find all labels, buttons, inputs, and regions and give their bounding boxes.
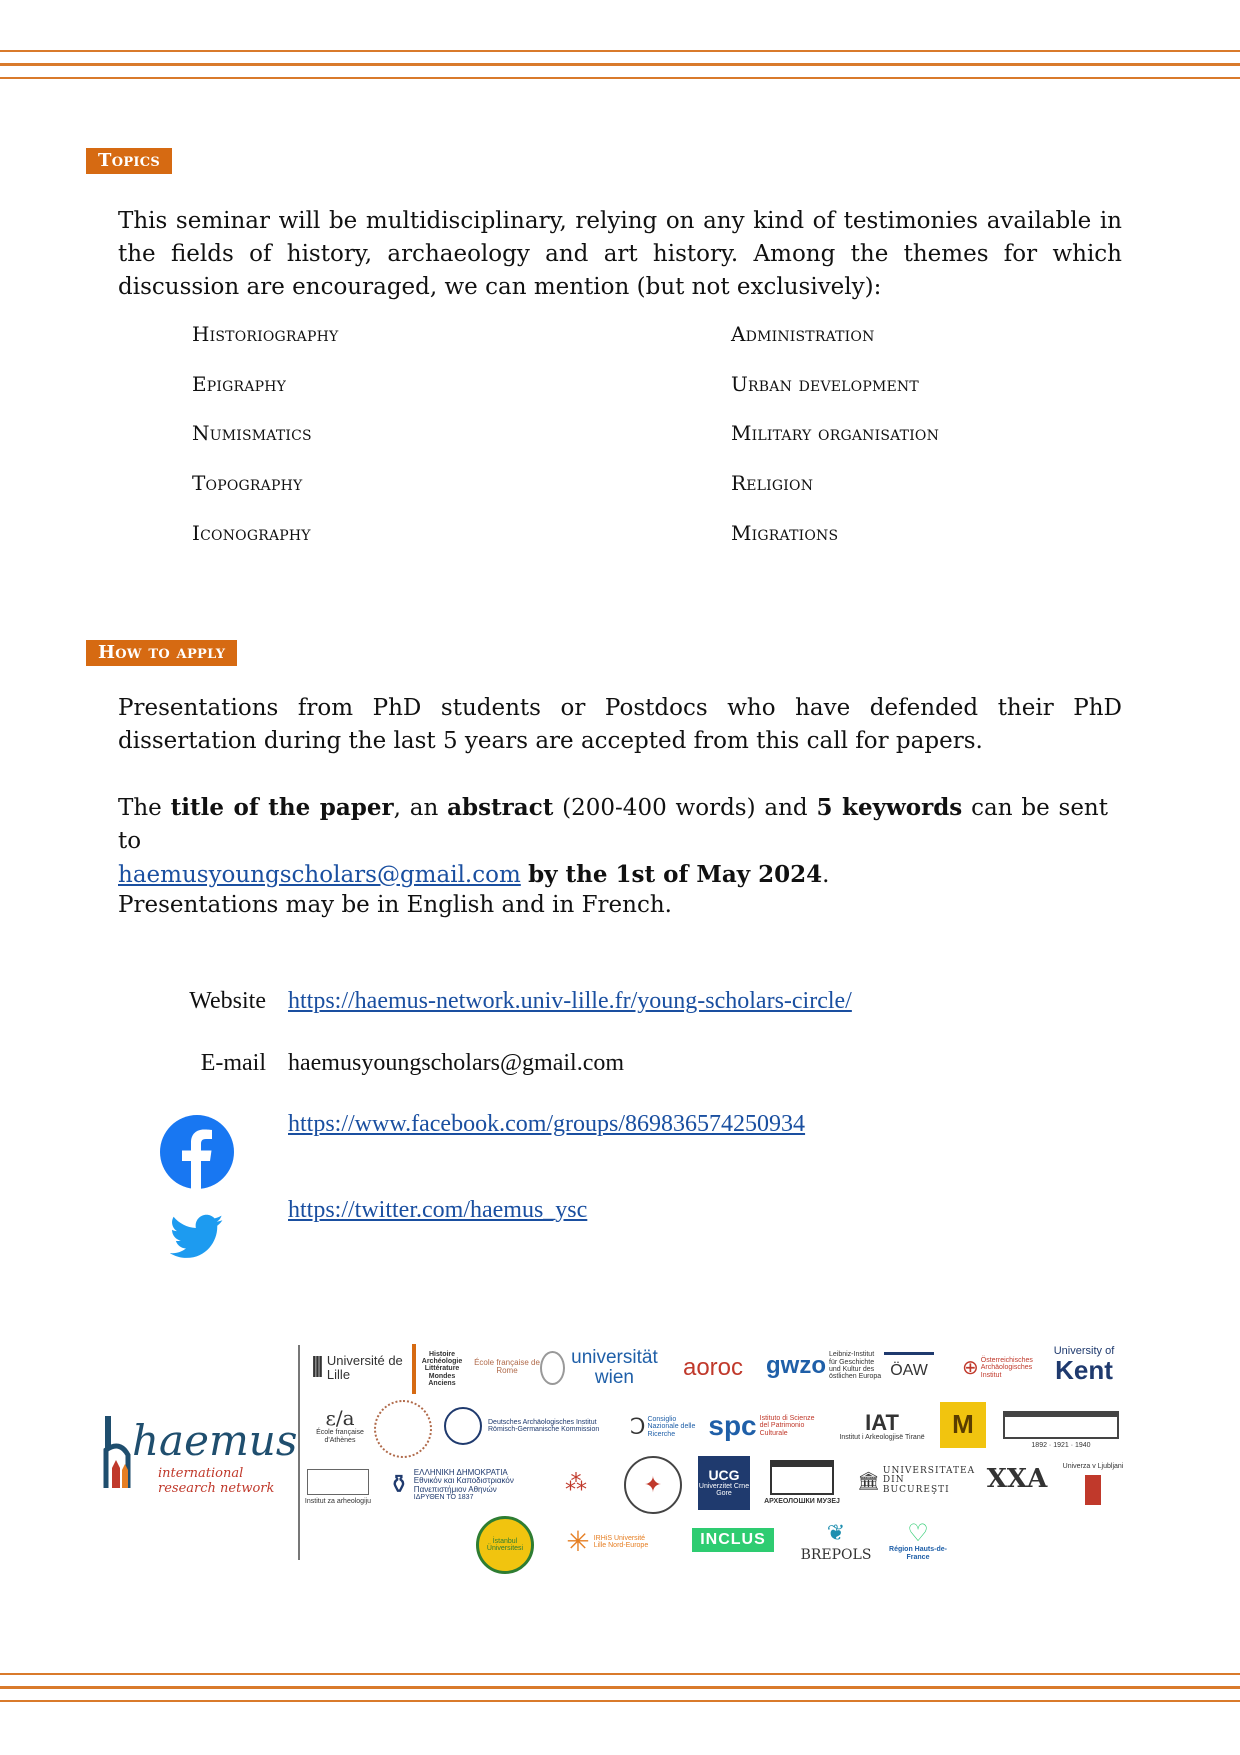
bottom-rule-2	[0, 1686, 1240, 1689]
facebook-link[interactable]: https://www.facebook.com/groups/869836574250934	[288, 1111, 806, 1137]
istanbul-logo: İstanbul Üniversitesi	[476, 1516, 534, 1574]
efa-logo: ε/a École française d'Athènes	[316, 1406, 364, 1444]
oai-logo: ⊕ Österreichisches Archäologisches Institut	[962, 1356, 1033, 1379]
axa-logo: ΧΧΑ	[986, 1464, 1048, 1495]
how-to-apply-heading: How to apply	[86, 640, 237, 666]
iat-logo: IAT Institut i Arkeologjisë Tiranë	[839, 1409, 925, 1441]
bottom-rule-3	[0, 1700, 1240, 1702]
brepols-logo: ❦ BREPOLS	[800, 1520, 872, 1564]
topic-item: Migrations	[731, 521, 839, 545]
topic-item: Urban development	[731, 372, 919, 396]
aoroc-logo: aoroc	[682, 1354, 744, 1382]
building-logo: 1892 · 1921 · 1940	[1000, 1408, 1122, 1452]
institut-arheologiju-logo: Institut za arheologiju	[304, 1462, 372, 1512]
bottom-rule-1	[0, 1673, 1240, 1675]
apply-eligibility: Presentations from PhD students or Postdocs who have defended their PhD dissertation during the last 5 years are accepted from this call for papers.	[118, 695, 1122, 754]
topic-item: Historiography	[192, 322, 339, 346]
gwzo-logo: gwzo Leibniz-Institut für Geschichte und Kultur des östlichen Europa	[766, 1351, 882, 1381]
keywords: 5 keywords	[816, 794, 963, 821]
topic-item: Epigraphy	[192, 372, 287, 396]
twitter-link[interactable]: https://twitter.com/haemus_ysc	[288, 1197, 588, 1223]
kent-logo: University of Kent	[1053, 1344, 1115, 1386]
email-value: haemusyoungscholars@gmail.com	[288, 1050, 625, 1076]
spc-logo: spc Istituto di Scienze del Patrimonio Culturale	[708, 1410, 815, 1442]
ljubljana-logo: Univerza v Ljubljani	[1060, 1456, 1126, 1512]
title-of-paper: title of the paper	[170, 794, 394, 821]
inclus-logo: INCLUS	[692, 1528, 774, 1552]
haemus-logo	[102, 1410, 298, 1500]
top-rule-1	[0, 50, 1240, 52]
haemus-wordmark: haemus	[132, 1416, 298, 1465]
topic-item: Numismatics	[192, 421, 312, 445]
email-label: E-mail	[200, 1050, 266, 1076]
bucuresti-logo: 🏛 UNIVERSITATEA DIN BUCUREŞTI	[857, 1465, 976, 1495]
topic-item: Religion	[731, 471, 814, 495]
topic-item: Iconography	[192, 521, 311, 545]
efr-logo: École française de Rome	[474, 1357, 540, 1375]
hauts-de-france-logo: ♡ Région Hauts-de-France	[889, 1520, 947, 1561]
halma-logo: Histoire Archéologie Littérature Mondes Anciens	[412, 1344, 468, 1394]
topics-heading: Topics	[86, 148, 172, 174]
oaw-logo: ÖAW	[884, 1352, 934, 1387]
topic-item: Topography	[192, 471, 303, 495]
deadline: by the 1st of May 2024	[528, 861, 823, 888]
wien-logo: universität wien	[540, 1350, 660, 1386]
athens-logo: ⚱ ΕΛΛΗΝΙΚΗ ΔΗΜΟΚΡΑΤΙΑ Εθνικόν και Καποδιστριακόν Πανεπιστήμιον Αθηνών ΙΔΡΥΘΕΝ ΤΟ 1837	[388, 1467, 514, 1501]
haemus-subtitle-1: international	[158, 1466, 244, 1481]
top-rule-2	[0, 63, 1240, 66]
apply-languages: Presentations may be in English and in French.	[118, 892, 672, 918]
website-link[interactable]: https://haemus-network.univ-lille.fr/young-scholars-circle/	[288, 988, 852, 1014]
cnr-logo: Ↄ Consiglio Nazionale delle Ricerche	[630, 1414, 696, 1440]
small-crest-logo: ⁂	[565, 1470, 587, 1496]
topics-intro: This seminar will be multidisciplinary, relying on any kind of testimonies available in the fields of history, archaeology and art history. Among the themes for which discussion are encouraged, we can mention (but not exclusively):	[118, 208, 1122, 300]
ucg-logo: UCG Univerzitet Crne Gore	[698, 1456, 750, 1510]
archaeological-museum-logo: АРХЕОЛОШКИ МУЗЕЈ	[762, 1458, 842, 1508]
seal-logo	[374, 1400, 432, 1458]
haemus-subtitle-2: research network	[158, 1481, 275, 1496]
website-label: Website	[189, 988, 266, 1014]
lille-logo: ⫴ Université de Lille	[312, 1352, 403, 1383]
sponsor-divider	[298, 1345, 300, 1560]
submission-email-link[interactable]: haemusyoungscholars@gmail.com	[118, 862, 521, 888]
abstract: abstract	[447, 794, 554, 821]
dai-logo: Deutsches Archäologisches Institut Römisch-Germanische Kommission	[444, 1404, 624, 1448]
twitter-icon[interactable]	[170, 1214, 224, 1260]
topic-item: Administration	[731, 322, 875, 346]
top-rule-3	[0, 77, 1240, 79]
topic-item: Military organisation	[731, 421, 940, 445]
facebook-icon[interactable]	[160, 1115, 234, 1189]
irhis-logo: ✳ IRHiS Université Lille Nord-Europe	[566, 1526, 649, 1558]
apply-submission: The title of the paper, an abstract (200-400 words) and 5 keywords can be sent to haemusyoungscholars@gmail.com by the 1st of May 2024.	[118, 794, 1108, 888]
compass-logo: ✦	[624, 1456, 682, 1514]
museum-m-logo: M	[940, 1402, 986, 1448]
